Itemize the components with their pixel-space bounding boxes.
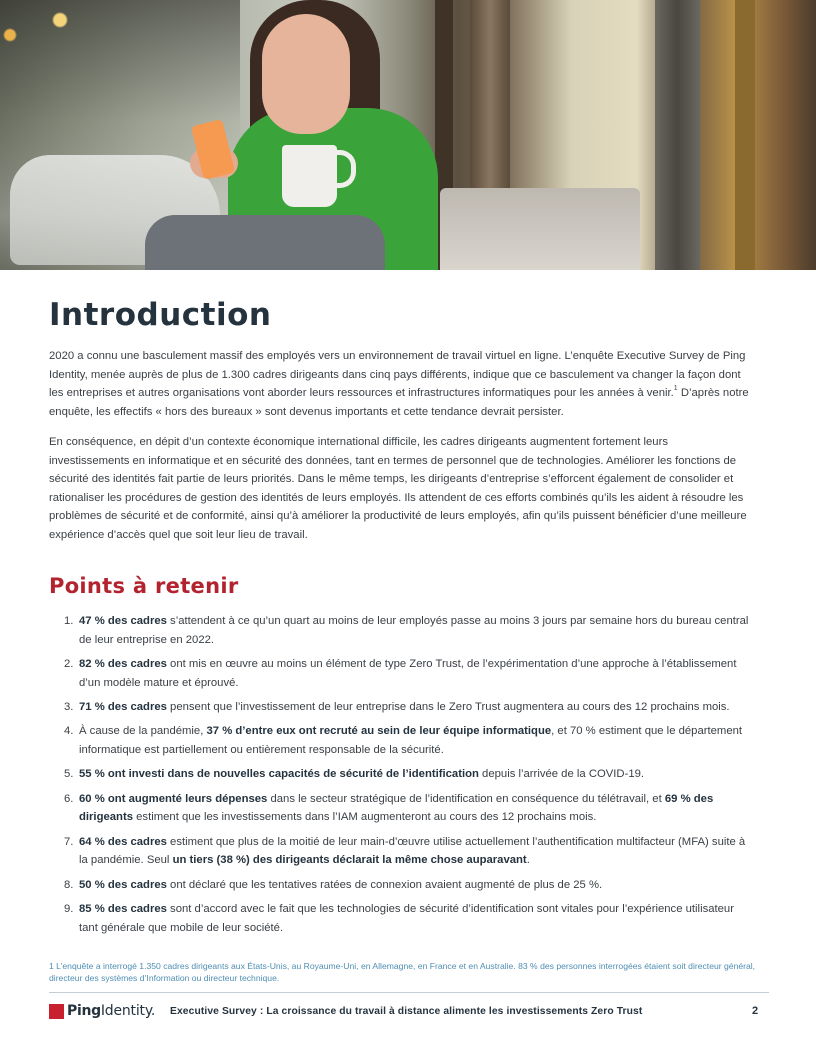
window-frame (735, 0, 755, 270)
key-point-highlight: 55 % ont investi dans de nouvelles capacités de sécurité de l’identification (79, 768, 479, 781)
key-point-highlight: 64 % des cadres (79, 835, 167, 848)
key-point-body: dans le secteur stratégique de l’identification en conséquence du télétravail, et (267, 792, 665, 805)
list-number: 8. (64, 878, 74, 891)
key-point-body: pensent que l’investissement de leur entreprise dans le Zero Trust augmentera au cours des 12 prochains mois. (166, 700, 730, 713)
key-point-highlight: un tiers (38 %) des dirigeants déclarait la même chose auparavant (172, 854, 527, 867)
woman-jeans (145, 215, 385, 270)
footnote-ref-1: 1 (673, 385, 678, 393)
intro-paragraph-1 (49, 347, 749, 421)
logo-red-square-icon (49, 1004, 64, 1019)
list-number: 1. (64, 615, 74, 627)
key-point-item (64, 900, 754, 937)
key-point-text (79, 790, 754, 827)
key-point-highlight: 60 % ont augmenté leurs dépenses (79, 792, 268, 805)
key-point-item (64, 612, 754, 649)
white-mug (282, 145, 337, 207)
intro-p1-text-a: 2020 a connu une basculement massif des employés vers un environnement de travail virtuel en ligne. L’enquête Executive Survey de Ping Identity, menée auprès de plus de 1.300 cadres dirigeants dans cinq pays différents, indique que ce basculement va changer la façon dont les entreprises et autres organisations vont aborder leurs ressources et infrastructures informatiques pour les années à venir. (49, 350, 746, 400)
woman-face (262, 14, 350, 134)
intro-p1-text-b: D’après notre enquête, les effectifs « hors des bureaux » sont devenus importants et cette tendance devrait persister. (49, 387, 749, 418)
key-point-text (79, 833, 754, 870)
list-number: 7. (64, 835, 74, 848)
list-number: 9. (64, 903, 74, 916)
key-point-body: s’attendent à ce qu’un quart au moins de leur employés passe au moins 3 jours par semaine hors du bureau central de leur entreprise en 2022. (79, 615, 749, 646)
key-point-text (79, 900, 754, 937)
list-number: 3. (64, 700, 74, 713)
key-point-highlight: 69 % des dirigeants (79, 792, 714, 824)
page-title: Introduction (49, 297, 272, 333)
key-point-item (64, 790, 754, 827)
key-point-highlight: 47 % des cadres (79, 615, 167, 627)
key-point-text (79, 655, 754, 692)
key-point-body: ont déclaré que les tentatives ratées de connexion avaient augmenté de plus de 25 %. (166, 878, 603, 891)
key-point-text (79, 765, 754, 784)
key-point-text (79, 722, 754, 759)
footnote: 1 L’enquête a interrogé 1.350 cadres dirigeants aux États-Unis, au Royaume-Uni, en Allemagne, en France et en Australie. 83 % des personnes interrogées étaient soit directeur général, directeur des systèmes d’Information ou directeur technique. (49, 961, 756, 983)
list-number: 2. (64, 657, 74, 670)
key-points-list (64, 612, 754, 943)
key-point-highlight: 85 % des cadres (79, 903, 167, 916)
window-frame (655, 0, 700, 270)
key-point-item (64, 698, 754, 717)
key-point-item (64, 876, 754, 895)
logo-wordmark-bold: Ping (67, 1003, 101, 1019)
key-point-item (64, 722, 754, 759)
key-point-body: estiment que les investissements dans l’IAM augmenteront au cours des 12 prochains mois. (133, 811, 597, 824)
key-point-body: . (526, 854, 530, 867)
hero-photo (0, 0, 816, 270)
key-point-body: sont d’accord avec le fait que les technologies de sécurité d’identification sont vitales pour l’expérience utilisateur tant générale que mobile de leur société. (79, 903, 734, 934)
key-point-text (79, 698, 754, 717)
key-point-text (79, 876, 754, 895)
key-point-body: , et 70 % estiment que le département informatique est partiellement ou entièrement responsable de la sécurité. (79, 725, 743, 756)
key-point-item (64, 655, 754, 692)
ping-identity-logo (49, 1003, 155, 1019)
intro-paragraph-2: En conséquence, en dépit d’un contexte économique international difficile, les cadres dirigeants augmentent fortement leurs investissements en informatique et en sécurité des données, tant en termes de personnel que de technologies. Améliorer les fonctions de sécurité des identités fait partie de leurs priorités. Dans le même temps, les dirigeants d’entreprise s’efforcent également de consolider et rationaliser les procédures de gestion des identités de leurs employés. Ils attendent de ces efforts combinés qu’ils les aident à résoudre les problèmes de sécurité et de conformité, ainsi qu’à améliorer la productivité de leurs employés, afin qu’ils puissent bénéficier d’une meilleure expérience d’accès quel que soit leur lieu de travail. (49, 436, 747, 541)
key-point-item (64, 765, 754, 784)
laptop-foreground (440, 188, 640, 270)
page-number: 2 (752, 1005, 759, 1017)
key-point-item (64, 833, 754, 870)
key-point-highlight: 71 % des cadres (79, 700, 167, 713)
key-point-highlight: 37 % d’entre eux ont recruté au sein de leur équipe informatique (206, 725, 552, 738)
key-point-body: depuis l’arrivée de la COVID-19. (478, 768, 645, 781)
key-point-highlight: 50 % des cadres (79, 878, 167, 891)
list-number: 4. (64, 725, 74, 738)
footer-document-title: Executive Survey : La croissance du travail à distance alimente les investissements Zero Trust (170, 1006, 643, 1017)
list-number: 5. (64, 768, 74, 781)
footer-divider (49, 992, 769, 993)
logo-wordmark-light: Identity. (100, 1003, 156, 1019)
key-point-body: À cause de la pandémie, (79, 725, 207, 738)
key-point-body: ont mis en œuvre au moins un élément de type Zero Trust, de l’expérimentation d’une approche à l’établissement d’un modèle mature et éprouvé. (79, 657, 737, 689)
section-heading-key-points: Points à retenir (49, 574, 239, 598)
key-point-highlight: 82 % des cadres (79, 657, 167, 670)
key-point-text (79, 612, 754, 649)
list-number: 6. (64, 792, 74, 805)
key-point-body: estiment que plus de la moitié de leur main-d’œuvre utilise actuellement l’authentification multifacteur (MFA) suite à la pandémie. Seul (79, 835, 746, 867)
